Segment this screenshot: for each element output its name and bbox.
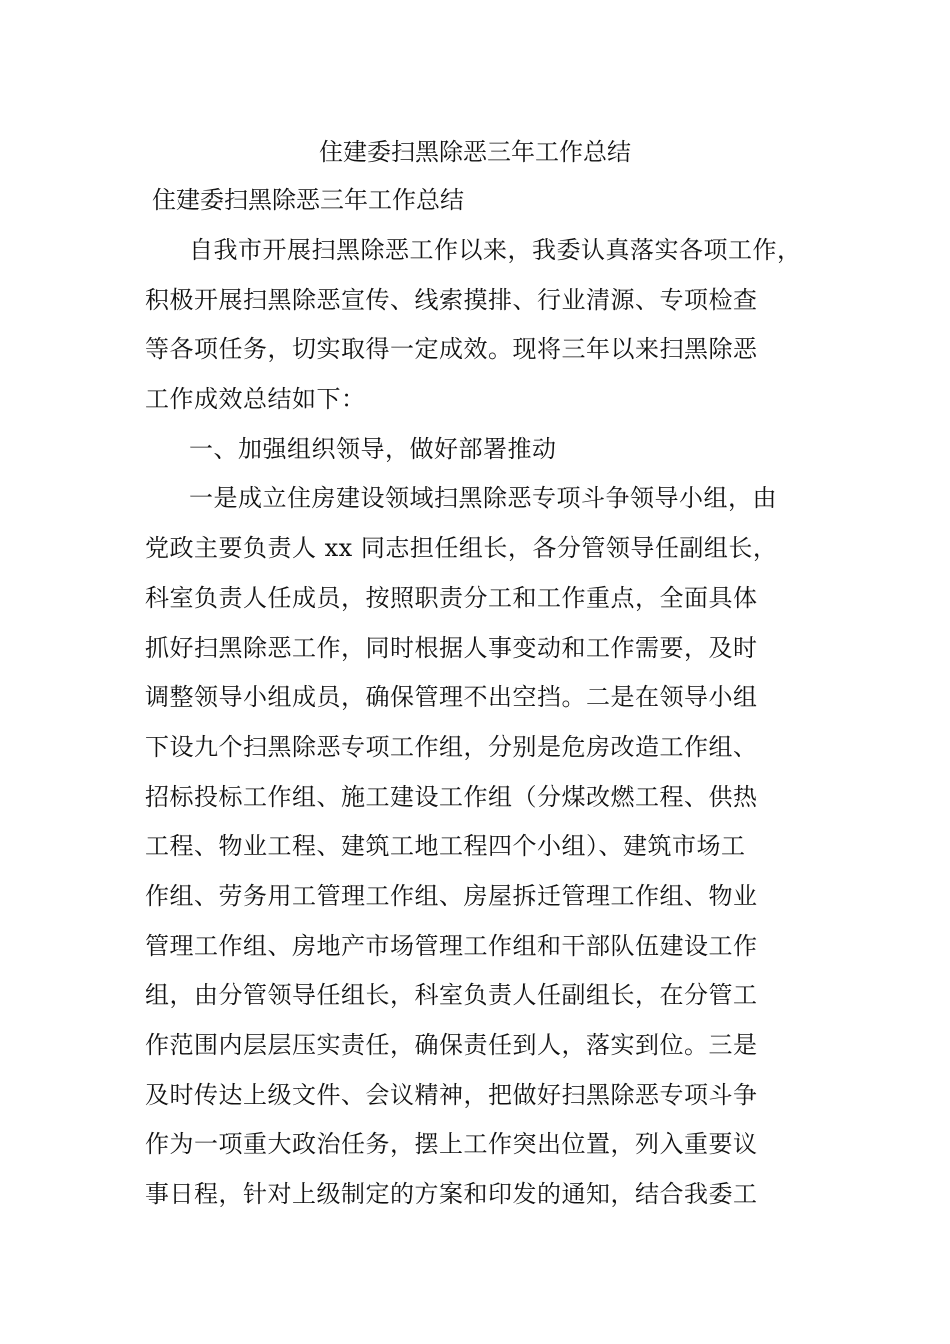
text-line: 积极开展扫黑除恶宣传、线索摸排、行业清源、专项检查	[145, 285, 758, 314]
text-line: 作范围内层层压实责任，确保责任到人，落实到位。三是	[145, 1031, 758, 1059]
text-line: 抓好扫黑除恶工作，同时根据人事变动和工作需要，及时	[145, 633, 758, 662]
text-line: 组，由分管领导任组长，科室负责人任副组长，在分管工	[145, 981, 758, 1010]
text-line: 工作成效总结如下：	[145, 385, 366, 414]
text-line: 一是成立住房建设领域扫黑除恶专项斗争领导小组，由	[189, 484, 777, 513]
text-line: 及时传达上级文件、会议精神，把做好扫黑除恶专项斗争	[145, 1080, 758, 1109]
document-body	[145, 226, 817, 1220]
text-line: 工程、物业工程、建筑工地工程四个小组）、建筑市场工	[145, 832, 746, 861]
text-line: 一、加强组织领导，做好部署推动	[189, 434, 557, 463]
document-title: 住建委扫黑除恶三年工作总结	[319, 138, 631, 166]
text-line: 管理工作组、房地产市场管理工作组和干部队伍建设工作	[145, 931, 758, 960]
text-line: 等各项任务，切实取得一定成效。现将三年以来扫黑除恶	[145, 335, 758, 364]
text-line: 事日程，针对上级制定的方案和印发的通知，结合我委工	[145, 1180, 758, 1209]
text-line: 作为一项重大政治任务，摆上工作突出位置，列入重要议	[145, 1130, 758, 1159]
text-line: 作组、劳务用工管理工作组、房屋拆迁管理工作组、物业	[145, 881, 758, 910]
text-line: 党政主要负责人 xx 同志担任组长，各分管领导任副组长，	[145, 534, 778, 563]
text-line: 下设九个扫黑除恶专项工作组，分别是危房改造工作组、	[145, 732, 758, 761]
text-line: 招标投标工作组、施工建设工作组（分煤改燃工程、供热	[145, 782, 758, 811]
text-line: 调整领导小组成员，确保管理不出空挡。二是在领导小组	[145, 683, 758, 712]
text-line: 科室负责人任成员，按照职责分工和工作重点，全面具体	[145, 583, 758, 612]
text-line: 自我市开展扫黑除恶工作以来，我委认真落实各项工作，	[189, 236, 802, 264]
document-subtitle: 住建委扫黑除恶三年工作总结	[152, 186, 464, 214]
